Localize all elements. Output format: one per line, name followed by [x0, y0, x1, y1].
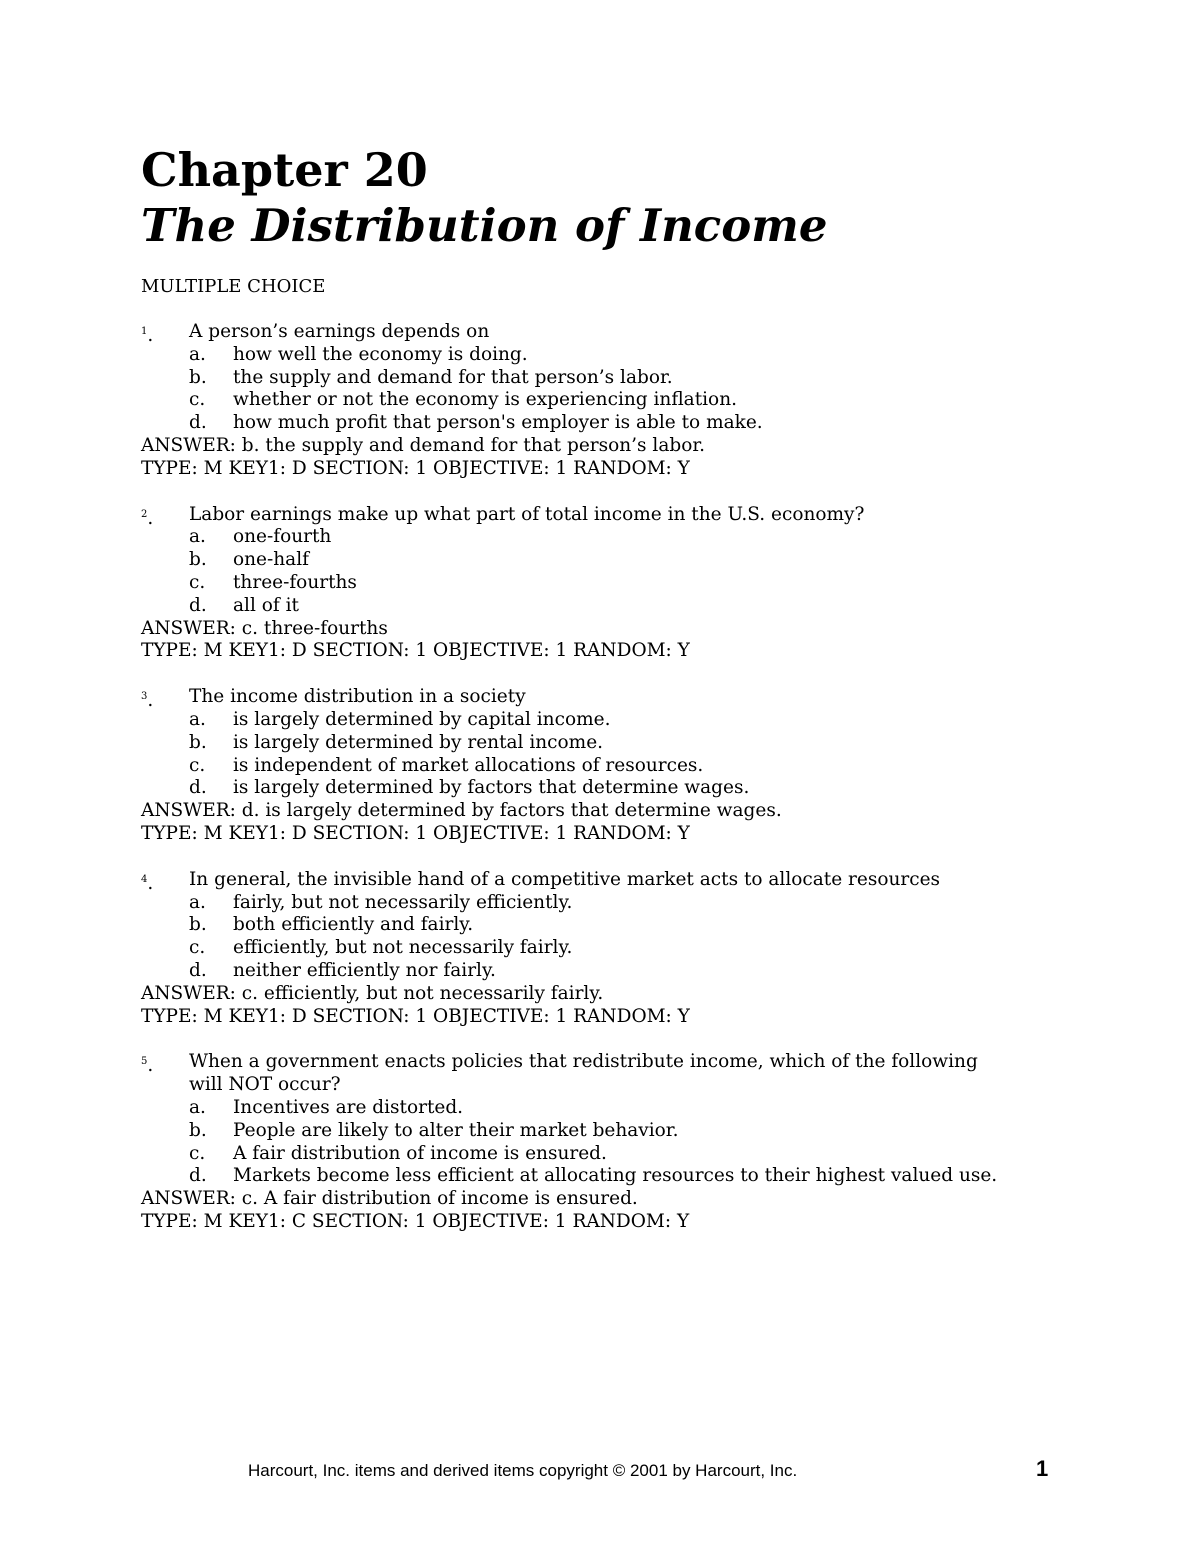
- section-heading: MULTIPLE CHOICE: [141, 276, 326, 297]
- answer-line: [141, 983, 1141, 1006]
- option-letter: a.: [189, 708, 206, 730]
- option-text: is largely determined by factors that determine wages.: [233, 777, 750, 799]
- answer-line: [141, 800, 1141, 823]
- option-letter: d.: [189, 594, 207, 616]
- answer-option: [141, 937, 1141, 960]
- question-list: [141, 321, 1141, 1257]
- question-meta-text: TYPE: M KEY1: D SECTION: 1 OBJECTIVE: 1 RANDOM: Y: [141, 1005, 690, 1027]
- question-stem-line: [141, 1074, 1141, 1097]
- question-meta-line: [141, 1211, 1141, 1234]
- question-stem: In general, the invisible hand of a competitive market acts to allocate resources: [189, 868, 941, 890]
- answer-option: [141, 526, 1141, 549]
- option-letter: d.: [189, 777, 207, 799]
- answer-option: [141, 1097, 1141, 1120]
- answer-text: ANSWER: c. efficiently, but not necessarily fairly.: [141, 982, 604, 1004]
- answer-line: [141, 1188, 1141, 1211]
- question-stem-line: [141, 1051, 1141, 1077]
- question-stem-line: [141, 504, 1141, 527]
- option-text: both efficiently and fairly.: [233, 914, 474, 936]
- answer-text: ANSWER: c. A fair distribution of income is ensured.: [141, 1188, 638, 1210]
- option-text: neither efficiently nor fairly.: [233, 959, 496, 981]
- answer-option: [141, 709, 1141, 732]
- question-stem: Labor earnings make up what part of total income in the U.S. economy?: [189, 503, 865, 525]
- chapter-title: The Distribution of Income: [141, 199, 828, 252]
- option-text: People are likely to alter their market behavior.: [233, 1119, 679, 1141]
- answer-option: [141, 755, 1141, 778]
- question-meta-text: TYPE: M KEY1: C SECTION: 1 OBJECTIVE: 1 RANDOM: Y: [141, 1210, 690, 1232]
- question-meta-text: TYPE: M KEY1: D SECTION: 1 OBJECTIVE: 1 RANDOM: Y: [141, 457, 690, 479]
- answer-option: [141, 777, 1141, 800]
- answer-option: [141, 572, 1141, 595]
- question-item: [141, 504, 1141, 664]
- question-stem-line: [141, 869, 1141, 892]
- question-stem: The income distribution in a society: [189, 686, 526, 708]
- option-letter: d.: [189, 1165, 207, 1187]
- question-meta-text: TYPE: M KEY1: D SECTION: 1 OBJECTIVE: 1 RANDOM: Y: [141, 640, 690, 662]
- answer-option: [141, 367, 1141, 390]
- answer-option: [141, 960, 1141, 983]
- answer-option: [141, 732, 1141, 755]
- question-number-value: 4: [141, 873, 148, 885]
- option-letter: c.: [189, 754, 206, 776]
- question-item: [141, 686, 1141, 846]
- page-number: 1: [1036, 1456, 1049, 1481]
- answer-option: [141, 1120, 1141, 1143]
- option-text: one-half: [233, 549, 309, 571]
- option-letter: a.: [189, 343, 206, 365]
- option-text: A fair distribution of income is ensured.: [233, 1142, 607, 1164]
- answer-option: [141, 892, 1141, 915]
- option-text: is independent of market allocations of resources.: [233, 754, 704, 776]
- option-letter: d.: [189, 412, 207, 434]
- answer-option: [141, 549, 1141, 572]
- option-text: efficiently, but not necessarily fairly.: [233, 937, 573, 959]
- option-text: how much profit that person's employer is able to make.: [233, 412, 763, 434]
- question-stem: A person’s earnings depends on: [189, 321, 490, 342]
- option-text: is largely determined by capital income.: [233, 708, 611, 730]
- option-letter: b.: [189, 914, 207, 936]
- answer-option: [141, 595, 1141, 618]
- answer-option: [141, 412, 1141, 435]
- answer-option: [141, 1165, 1141, 1188]
- footer-copyright: Harcourt, Inc. items and derived items copyright © 2001 by Harcourt, Inc.: [248, 1461, 798, 1480]
- question-meta-line: [141, 823, 1141, 846]
- question-meta-line: [141, 640, 1141, 663]
- question-number-value: 3: [141, 691, 148, 703]
- option-letter: c.: [189, 937, 206, 959]
- option-letter: b.: [189, 731, 207, 753]
- question-item: [141, 869, 1141, 1029]
- question-item: [141, 321, 1141, 481]
- question-number-value: 1: [141, 326, 148, 337]
- option-text: three-fourths: [233, 571, 357, 593]
- question-item: [141, 1051, 1141, 1233]
- question-number-value: 2: [141, 508, 148, 520]
- question-stem-line: [141, 321, 1141, 344]
- answer-text: ANSWER: b. the supply and demand for that person’s labor.: [141, 434, 706, 456]
- answer-option: [141, 1143, 1141, 1166]
- option-letter: b.: [189, 1119, 207, 1141]
- answer-text: ANSWER: c. three-fourths: [141, 617, 388, 639]
- option-text: how well the economy is doing.: [233, 343, 528, 365]
- answer-option: [141, 389, 1141, 412]
- answer-text: ANSWER: d. is largely determined by factors that determine wages.: [141, 800, 782, 822]
- chapter-number: Chapter 20: [141, 143, 428, 197]
- option-text: the supply and demand for that person’s labor.: [233, 366, 673, 388]
- question-number: $^2$.: [141, 507, 154, 529]
- answer-option: [141, 914, 1141, 937]
- option-text: Incentives are distorted.: [233, 1096, 464, 1118]
- option-letter: c.: [189, 1142, 206, 1164]
- option-text: Markets become less efficient at allocating resources to their highest valued use.: [233, 1165, 998, 1187]
- question-stem: will NOT occur?: [189, 1074, 341, 1096]
- option-letter: b.: [189, 549, 207, 571]
- option-text: is largely determined by rental income.: [233, 731, 604, 753]
- question-number: $^4$.: [141, 872, 154, 894]
- question-number-value: 5: [141, 1056, 148, 1068]
- option-text: whether or not the economy is experiencing inflation.: [233, 389, 737, 411]
- question-number: $^5$.: [141, 1055, 154, 1077]
- question-number: $^3$.: [141, 690, 154, 712]
- question-meta-line: [141, 1006, 1141, 1029]
- option-text: one-fourth: [233, 526, 332, 548]
- question-stem-line: [141, 686, 1141, 712]
- option-letter: d.: [189, 959, 207, 981]
- option-letter: b.: [189, 366, 207, 388]
- option-letter: c.: [189, 571, 206, 593]
- question-meta-line: [141, 458, 1141, 481]
- option-text: all of it: [233, 594, 299, 616]
- question-meta-text: TYPE: M KEY1: D SECTION: 1 OBJECTIVE: 1 RANDOM: Y: [141, 822, 690, 844]
- answer-line: [141, 435, 1141, 458]
- option-letter: c.: [189, 389, 206, 411]
- answer-option: [141, 344, 1141, 367]
- question-stem: When a government enacts policies that redistribute income, which of the following: [189, 1051, 978, 1073]
- option-letter: a.: [189, 1096, 206, 1118]
- option-text: fairly, but not necessarily efficiently.: [233, 891, 573, 913]
- question-number: $^1$.: [141, 325, 154, 346]
- answer-line: [141, 618, 1141, 641]
- option-letter: a.: [189, 891, 206, 913]
- option-letter: a.: [189, 526, 206, 548]
